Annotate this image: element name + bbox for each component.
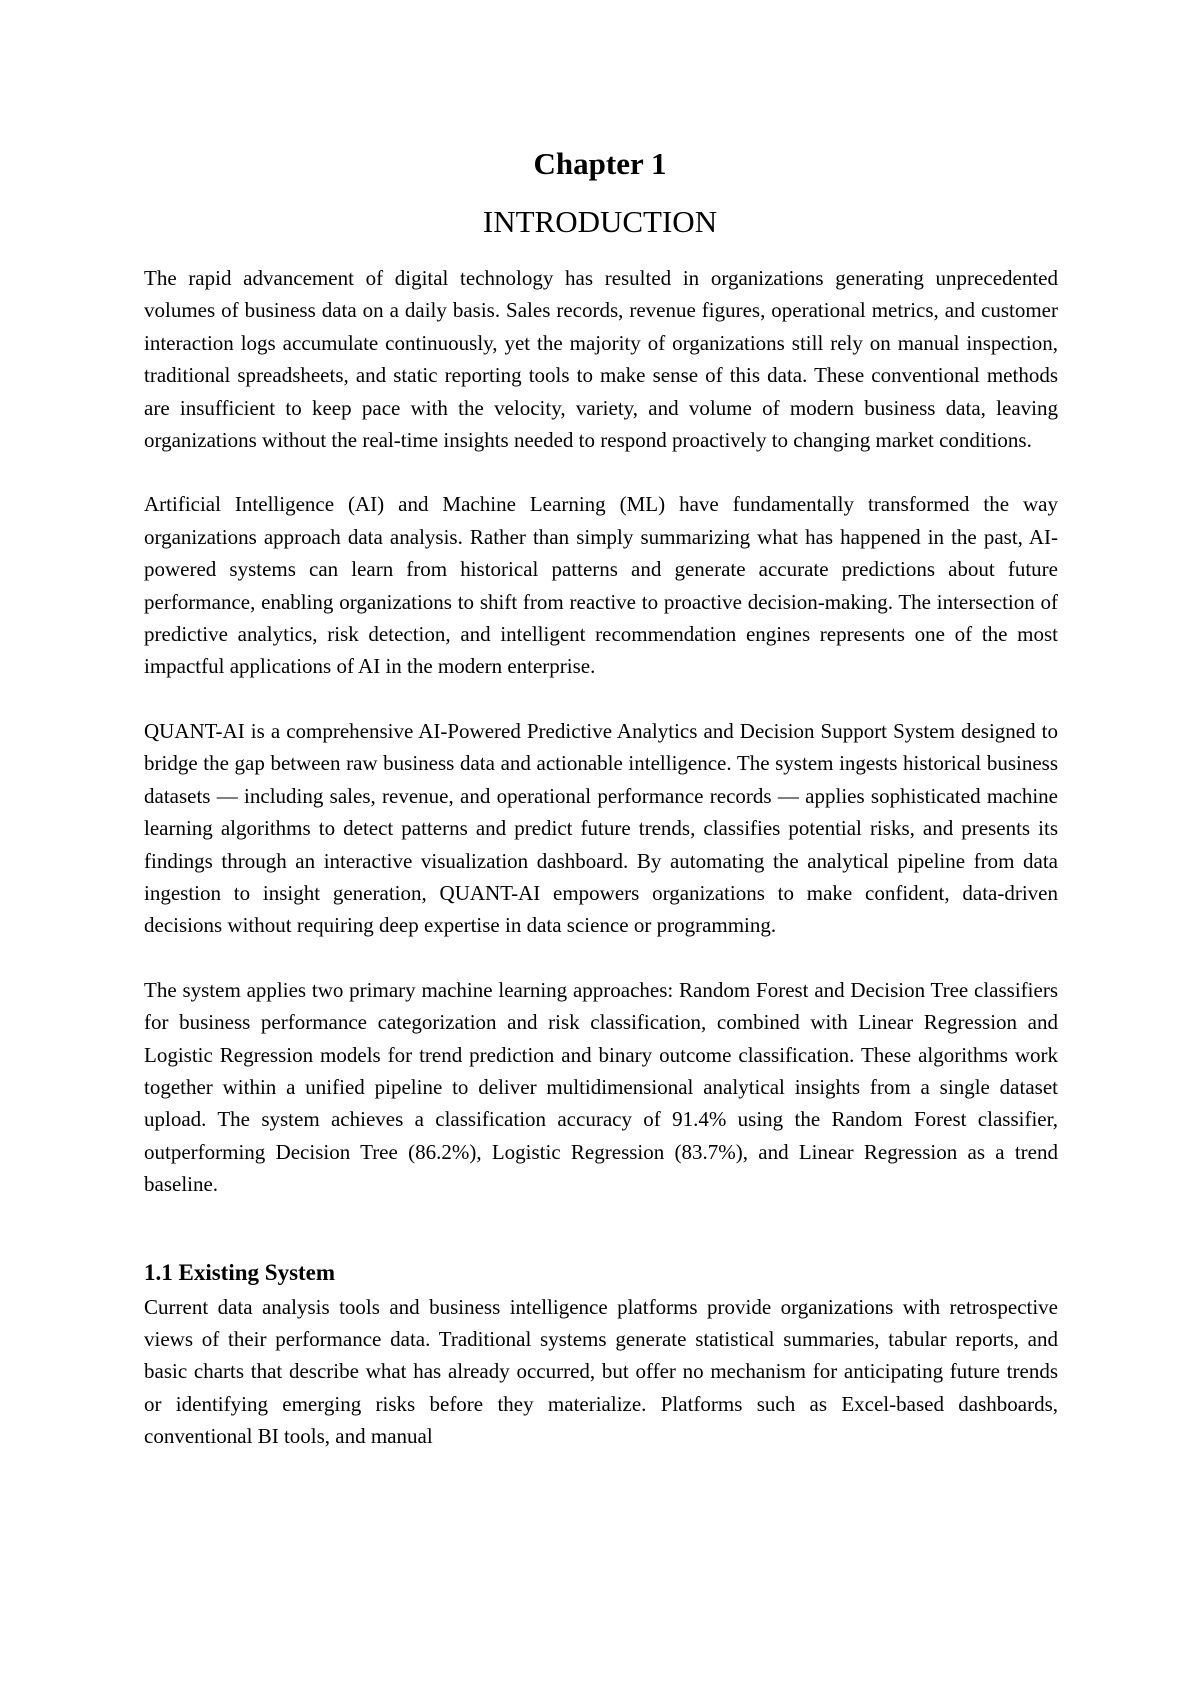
section-paragraph: Current data analysis tools and business intelligence platforms provide organizations with retrospective views of their performance data. Traditional systems generate statistical summaries, tabular reports, and basic charts that describe what has already occurred, but offer no mechanism for anticipating future trends or identifying emerging risks before they materialize. Platforms such as Excel-based dashboards, conventional BI tools, and manual bbox=[144, 1294, 1058, 1449]
paragraph-4: The system applies two primary machine learning approaches: Random Forest and Decision Tree classifiers for business performance categorization and risk classification, combined with Linear Regression and Logistic Regression models for trend prediction and binary outcome classification. These algorithms work together within a unified pipeline to deliver multidimensional analytical insights from a single dataset upload. The system achieves a classification accuracy of 91.4% using the Random Forest classifier, outperforming Decision Tree (86.2%), Logistic Regression (83.7%), and Linear Regression as a trend baseline. bbox=[144, 977, 1058, 1197]
document-body bbox=[144, 262, 1058, 1453]
paragraph-2: Artificial Intelligence (AI) and Machine Learning (ML) have fundamentally transformed the way organizations approach data analysis. Rather than simply summarizing what has happened in the past, AI-powered systems can learn from historical patterns and generate accurate predictions about future performance, enabling organizations to shift from reactive to proactive decision-making. The intersection of predictive analytics, risk detection, and intelligent recommendation engines represents one of the most impactful applications of AI in the modern enterprise. bbox=[144, 492, 1058, 679]
paragraph-1: The rapid advancement of digital technology has resulted in organizations generating unprecedented volumes of business data on a daily basis. Sales records, revenue figures, operational metrics, and customer interaction logs accumulate continuously, yet the majority of organizations still rely on manual inspection, traditional spreadsheets, and static reporting tools to make sense of this data. These conventional methods are insufficient to keep pace with the velocity, variety, and volume of modern business data, leaving organizations without the real-time insights needed to respond proactively to changing market conditions. bbox=[144, 266, 1058, 453]
chapter-title: INTRODUCTION bbox=[482, 204, 718, 239]
paragraph-3: QUANT-AI is a comprehensive AI-Powered Predictive Analytics and Decision Support System designed to bridge the gap between raw business data and actionable intelligence. The system ingests historical business datasets — including sales, revenue, and operational performance records — applies sophisticated machine learning algorithms to detect patterns and predict future trends, classifies potential risks, and presents its findings through an interactive visualization dashboard. By automating the analytical pipeline from data ingestion to insight generation, QUANT-AI empowers organizations to make confident, data-driven decisions without requiring deep expertise in data science or programming. bbox=[144, 718, 1058, 938]
chapter-number: Chapter 1 bbox=[533, 146, 667, 181]
section-heading: 1.1 Existing System bbox=[144, 1259, 336, 1285]
